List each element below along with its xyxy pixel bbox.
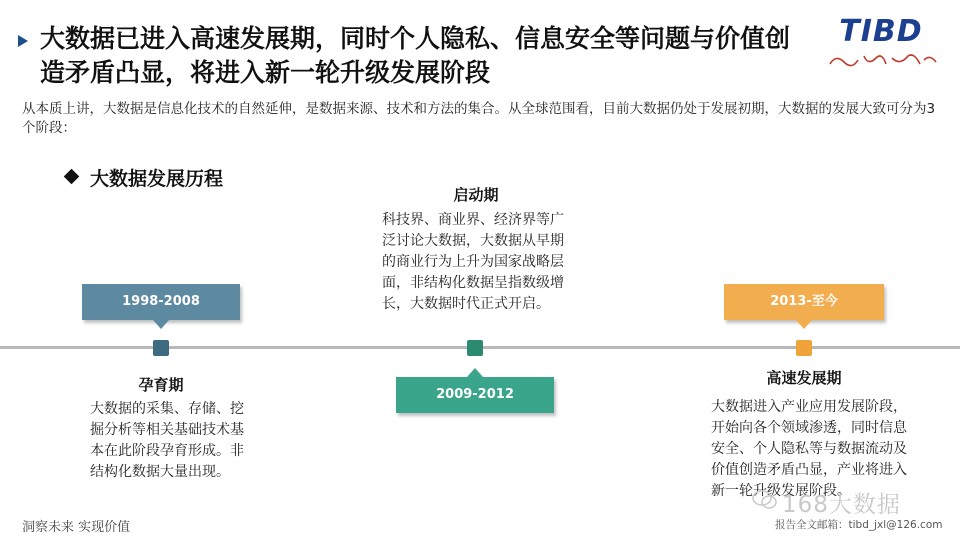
phase-2-title: 启动期 [453, 186, 499, 204]
phase-1-description: 大数据的采集、存储、挖掘分析等相关基础技术基本在此阶段孕育形成。非结构化数据大量出现。 [90, 401, 244, 480]
phase-1-node [153, 340, 169, 356]
phase-3-date-box: 2013-至今 [724, 284, 884, 320]
logo-wordmark: TIBD [839, 14, 923, 49]
page-title: 大数据已进入高速发展期，同时个人隐私、信息安全等问题与价值创造矛盾凸显，将进入新一轮升级发展阶段 [40, 24, 791, 87]
phase-3-title: 高速发展期 [766, 369, 842, 387]
phase-1-date-box: 1998-2008 [82, 284, 240, 320]
footer-slogan: 洞察未来 实现价值 [22, 520, 131, 535]
logo-signature [824, 50, 942, 70]
phase-3-description: 大数据进入产业应用发展阶段，开始向各个领域渗透，同时信息安全、个人隐私等与数据流动及价值创造矛盾凸显，产业将进入新一轮升级发展阶段。 [711, 399, 907, 499]
phase-1-title: 孕育期 [138, 376, 184, 394]
phase-2-node [467, 340, 483, 356]
watermark-text: 168大数据 [782, 492, 901, 518]
phase-2-description: 科技界、商业界、经济界等广泛讨论大数据，大数据从早期的商业行为上升为国家战略层面，非结构化数据呈指数级增长，大数据时代正式开启。 [382, 212, 564, 312]
title-marker-icon [18, 35, 28, 47]
diamond-bullet-icon [64, 169, 80, 185]
chat-bubble-icon [752, 489, 778, 511]
phase-2-date-box: 2009-2012 [396, 377, 554, 413]
footer-contact: 报告全文邮箱：tibd_jxl@126.com [775, 519, 943, 531]
intro-paragraph: 从本质上讲，大数据是信息化技术的自然延伸，是数据来源、技术和方法的集合。从全球范围看，目前大数据仍处于发展初期，大数据的发展大致可分为3个阶段： [22, 101, 936, 136]
tibd-logo [822, 14, 940, 70]
section-title: 大数据发展历程 [90, 168, 224, 190]
phase-3-node [796, 340, 812, 356]
